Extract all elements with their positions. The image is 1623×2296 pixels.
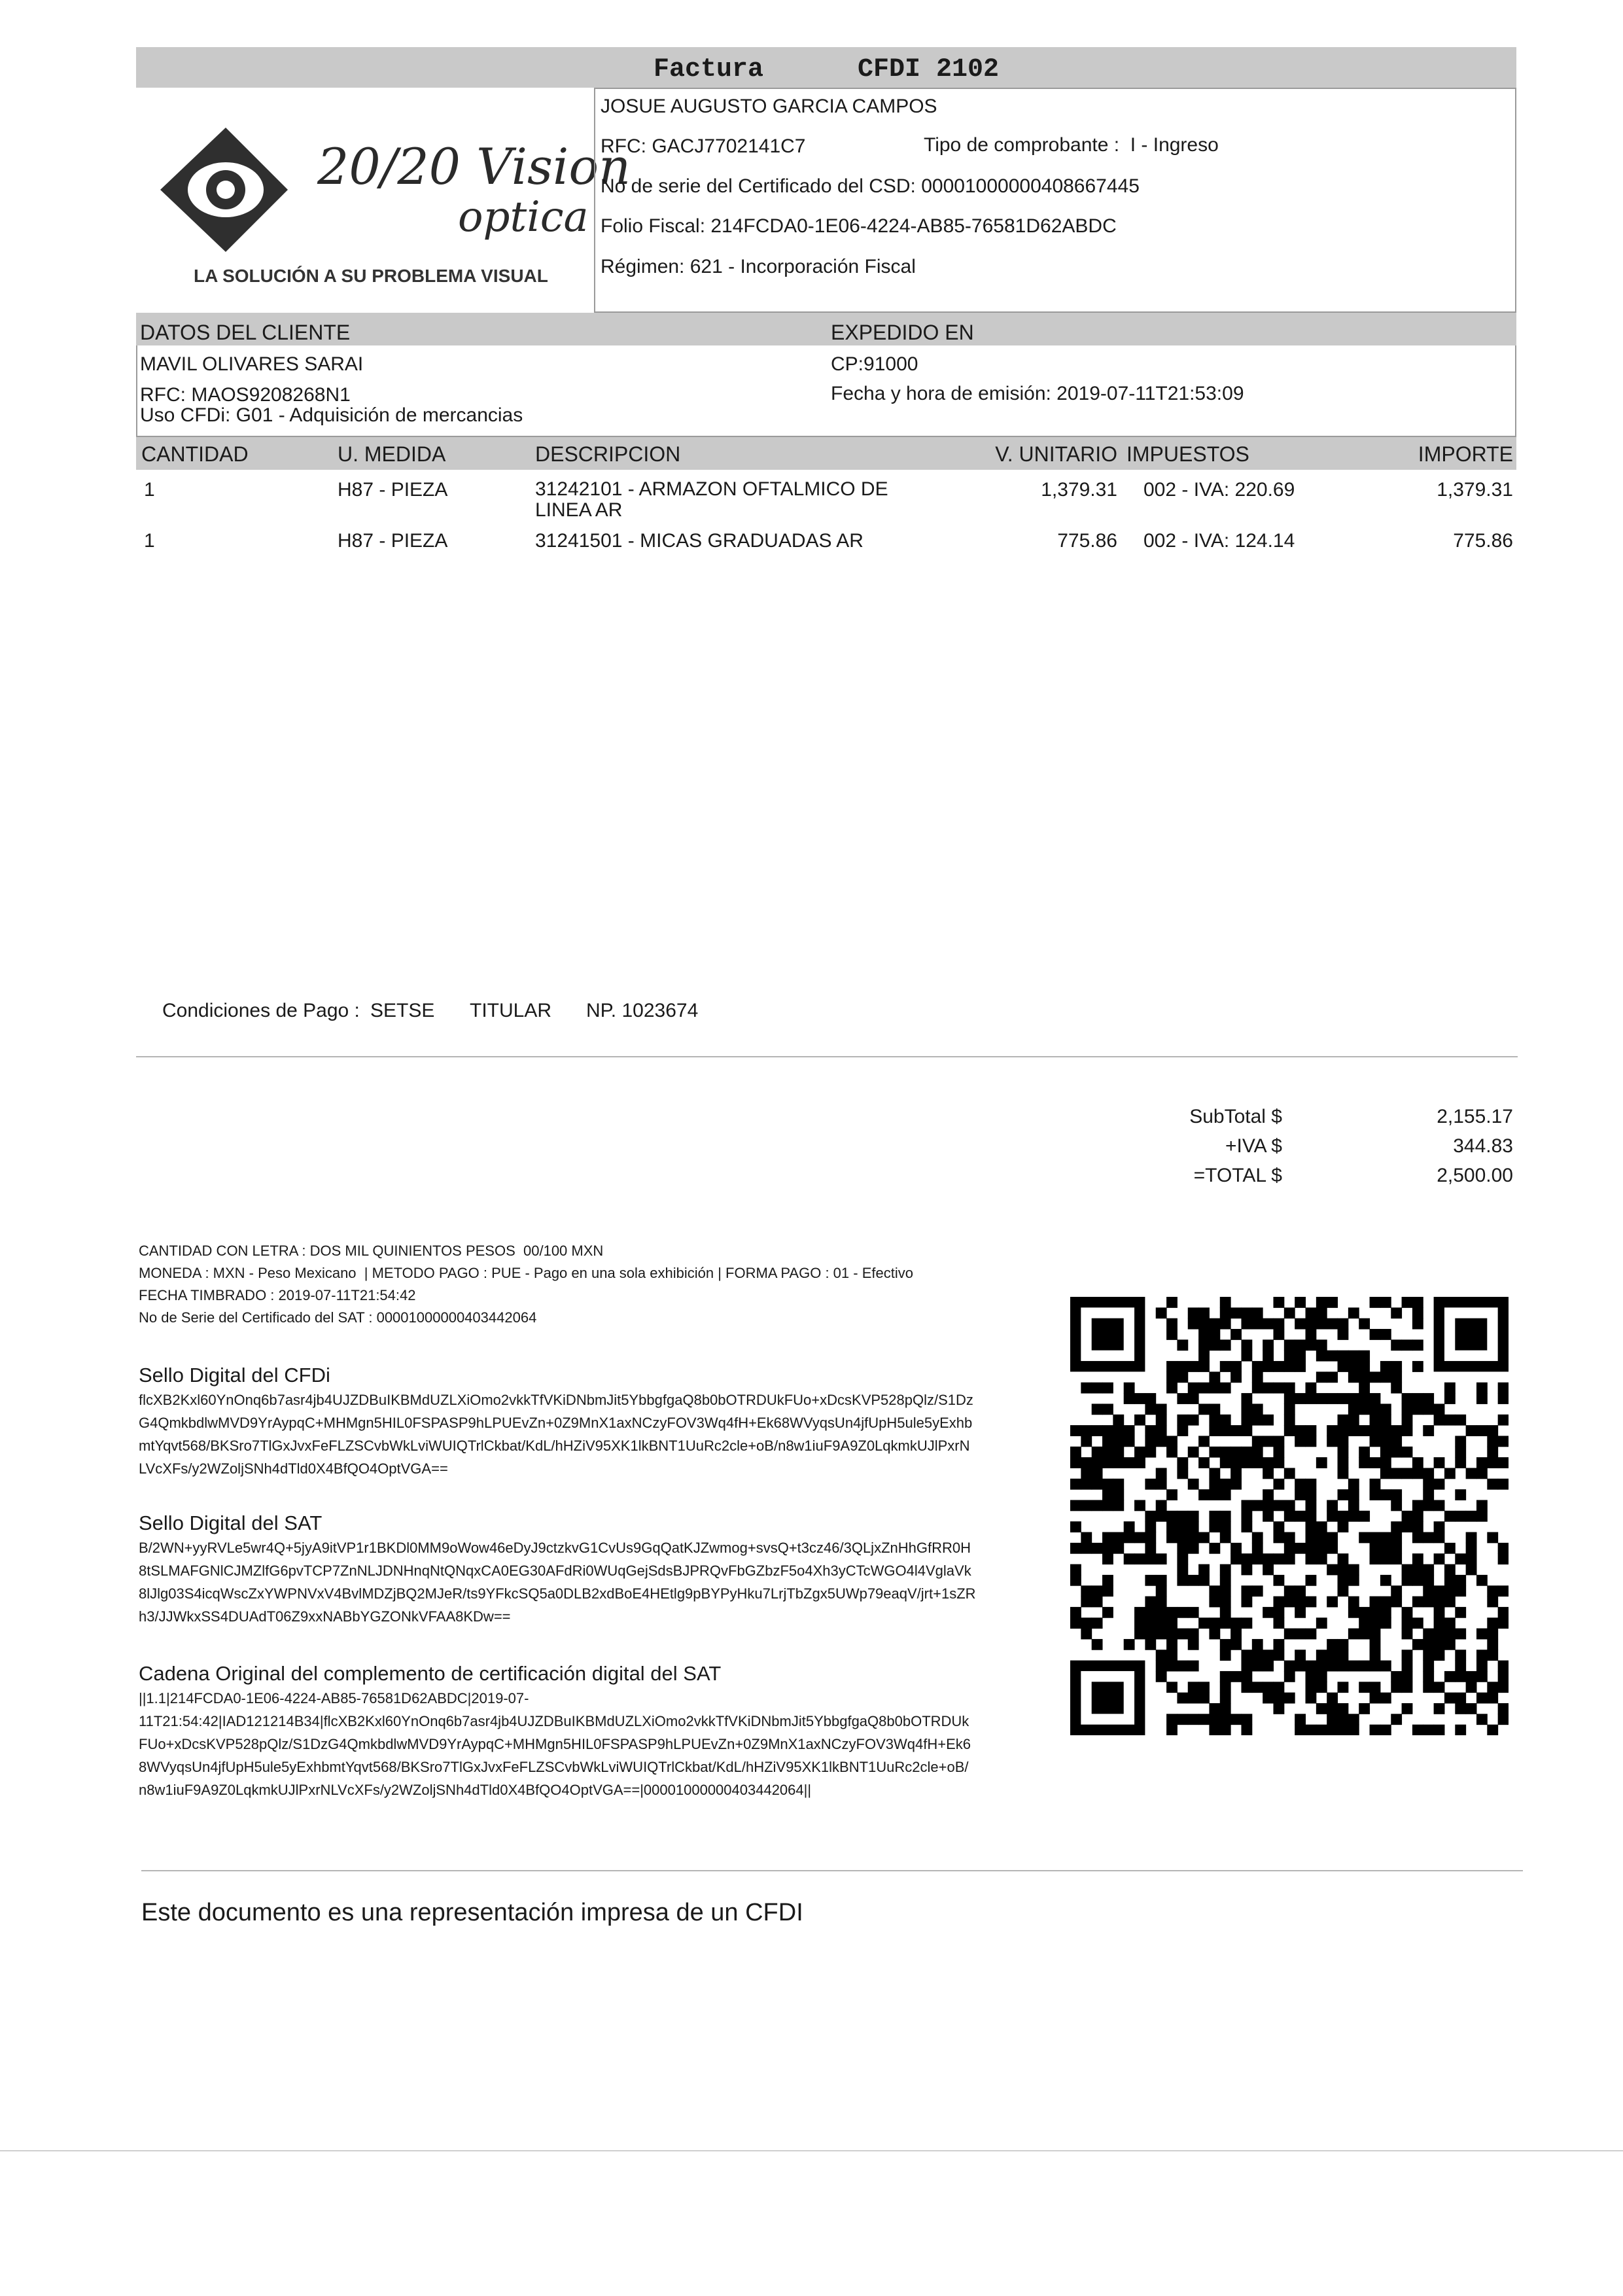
brand-subname: optica xyxy=(458,193,589,241)
moneda-metodo-forma: MONEDA : MXN - Peso Mexicano | METODO PAGO : PUE - Pago en una sola exhibición | FORMA PAGO : 01 - Efectivo xyxy=(139,1265,913,1281)
comprobante-type: Tipo de comprobante : I - Ingreso xyxy=(924,134,1219,156)
cell-unidad: H87 - PIEZA xyxy=(338,479,448,501)
col-header-importe: IMPORTE xyxy=(1418,442,1513,466)
regimen-fiscal: Régimen: 621 - Incorporación Fiscal xyxy=(601,256,916,277)
iva-label: +IVA $ xyxy=(1225,1135,1282,1157)
table-row xyxy=(136,530,1516,556)
brand-tagline: LA SOLUCIÓN A SU PROBLEMA VISUAL xyxy=(194,266,548,286)
qr-code-icon xyxy=(1070,1297,1509,1735)
client-name: MAVIL OLIVARES SARAI xyxy=(140,353,364,375)
footer-note: Este documento es una representación impresa de un CFDI xyxy=(141,1899,803,1926)
payment-condition-2: TITULAR xyxy=(470,1000,552,1021)
cell-unitario: 1,379.31 xyxy=(1041,479,1117,501)
divider-bottom xyxy=(141,1870,1523,1871)
col-header-unitario: V. UNITARIO xyxy=(995,442,1117,466)
cadena-original-text: ||1.1|214FCDA0-1E06-4224-AB85-76581D62ABDC|2019-07- 11T21:54:42|IAD121214B34|flcXB2Kxl60YnOnq6b7asr4jb4UJZDBuIKBMdUZLXiOmo2vkkTfVKiDNbmJit5YbbgfgaQ8b0bOTRDUk FUo+xDcsKVP528pQlz/S1DzG4QmkbdlwMVD9YrAypqC+MHMgn5HIL0FSPASP9hLPUEvZn+0Z9MnX1axNCzyFOV3Wq4fH+Ek6 8WVyqsUn4jfUpH5ule5yExhbmtYqvt568/BKSro7TlGxJvxFeFLZSCvbWkLviWUIQTrlCkbat/KdL/hHZiV95XK1lkBNT1UuRc2cle+oB/ n8w1iuF9A9Z0LqkmkUJlPxrNLVcXFs/y2WZoljSNh4dTld0X4BfQO4OptVGA==|00001000000403442064|| xyxy=(139,1690,971,1798)
cell-cantidad: 1 xyxy=(144,530,155,552)
client-uso-cfdi: Uso CFDi: G01 - Adquisición de mercancias xyxy=(140,404,523,426)
payment-condition-3: NP. 1023674 xyxy=(586,1000,699,1021)
col-header-descripcion: DESCRIPCION xyxy=(535,442,681,466)
divider-top xyxy=(136,1056,1518,1057)
subtotal-label: SubTotal $ xyxy=(1189,1106,1282,1127)
iva-value: 344.83 xyxy=(1453,1135,1513,1157)
csd-serial: No de serie del Certificado del CSD: 00001000000408667445 xyxy=(601,175,1140,197)
cadena-original-title: Cadena Original del complemento de certificación digital del SAT xyxy=(139,1662,722,1685)
issuer-rfc: RFC: GACJ7702141C7 xyxy=(601,135,806,157)
payment-condition-1: SETSE xyxy=(370,1000,435,1021)
cell-impuestos: 002 - IVA: 124.14 xyxy=(1143,530,1295,552)
expedido-header: EXPEDIDO EN xyxy=(831,321,974,344)
emission-datetime: Fecha y hora de emisión: 2019-07-11T21:53:09 xyxy=(831,383,1244,404)
invoice-title: Factura CFDI 2102 xyxy=(653,55,1000,84)
page-edge-line xyxy=(0,2150,1623,2151)
issuer-name: JOSUE AUGUSTO GARCIA CAMPOS xyxy=(601,96,937,117)
brand-name: 20/20 Vision xyxy=(317,137,631,196)
total-label: =TOTAL $ xyxy=(1193,1165,1282,1186)
sello-sat-title: Sello Digital del SAT xyxy=(139,1511,323,1534)
col-header-cantidad: CANTIDAD xyxy=(141,442,249,466)
qr-code xyxy=(1070,1297,1509,1735)
col-header-unidad: U. MEDIDA xyxy=(338,442,446,466)
cell-cantidad: 1 xyxy=(144,479,155,501)
table-row xyxy=(136,479,1516,525)
folio-fiscal: Folio Fiscal: 214FCDA0-1E06-4224-AB85-76581D62ABDC xyxy=(601,215,1117,237)
expedido-cp: CP:91000 xyxy=(831,353,918,375)
fecha-timbrado: FECHA TIMBRADO : 2019-07-11T21:54:42 xyxy=(139,1287,416,1303)
sello-sat-text: B/2WN+yyRVLe5wr4Q+5jyA9itVP1r1BKDl0MM9oWow46eDyJ9ctzkvG1CvUs9GqQatKJZwmog+svsQ+t3cz46/3QLjxZnHhGfRR0H 8tSLMAFGNlCJMZlfG6pvTCP7ZnNLJDNHnqNtQNqxCA0EG30AFdRi0WUqGejSdsBJPRQvFbGZbzF5o4Xh3yCTcWGO4l4VglaVk 8lJlg03S4icqWscZxYWPNVxV4BvlMDZjBQ2MJeR/ts9YFkcSQ5a0DLB2xdBoE4HEtlg9pBYPyHku7LrjTbZgx5UWp79eaqV/jrt+1sZR h3/JJWkxSS4DUAdT06Z9xxNABbYGZONkVFAA8KDw== xyxy=(139,1540,976,1625)
cell-unitario: 775.86 xyxy=(1057,530,1117,552)
sello-cfdi-text: flcXB2Kxl60YnOnq6b7asr4jb4UJZDBuIKBMdUZLXiOmo2vkkTfVKiDNbmJit5YbbgfgaQ8b0bOTRDUkFUo+xDcsKVP528pQlz/S1Dz G4QmkbdlwMVD9YrAypqC+MHMgn5HIL0FSPASP9hLPUEvZn+0Z9MnX1axNCzyFOV3Wq4fH+Ek68WVyqsUn4jfUpH5ule5yExhb mtYqvt568/BKSro7TlGxJvxFeFLZSCvbWkLviWUIQTrlCkbat/KdL/hHZiV95XK1lkBNT1UuRc2cle+oB/n8w1iuF9A9Z0LqkmkUJlPxrN LVcXFs/y2WZoljSNh4dTld0X4BfQO4OptVGA== xyxy=(139,1392,973,1477)
issuer-box xyxy=(594,88,1516,313)
subtotal-value: 2,155.17 xyxy=(1437,1106,1513,1127)
col-header-impuestos: IMPUESTOS xyxy=(1126,442,1249,466)
cell-descripcion: 31241501 - MICAS GRADUADAS AR xyxy=(535,530,864,552)
cell-impuestos: 002 - IVA: 220.69 xyxy=(1143,479,1295,501)
client-rfc: RFC: MAOS9208268N1 xyxy=(140,384,351,406)
cell-importe: 1,379.31 xyxy=(1437,479,1513,501)
sello-cfdi-title: Sello Digital del CFDi xyxy=(139,1364,330,1386)
payment-conditions-label: Condiciones de Pago : xyxy=(162,1000,360,1021)
cell-descripcion: 31242101 - ARMAZON OFTALMICO DE LINEA AR xyxy=(535,478,888,521)
cell-unidad: H87 - PIEZA xyxy=(338,530,448,552)
total-value: 2,500.00 xyxy=(1437,1165,1513,1186)
sat-certificate-serial: No de Serie del Certificado del SAT : 00001000000403442064 xyxy=(139,1309,537,1326)
cell-importe: 775.86 xyxy=(1453,530,1513,552)
client-header: DATOS DEL CLIENTE xyxy=(140,321,351,344)
cantidad-letra: CANTIDAD CON LETRA : DOS MIL QUINIENTOS PESOS 00/100 MXN xyxy=(139,1243,604,1259)
